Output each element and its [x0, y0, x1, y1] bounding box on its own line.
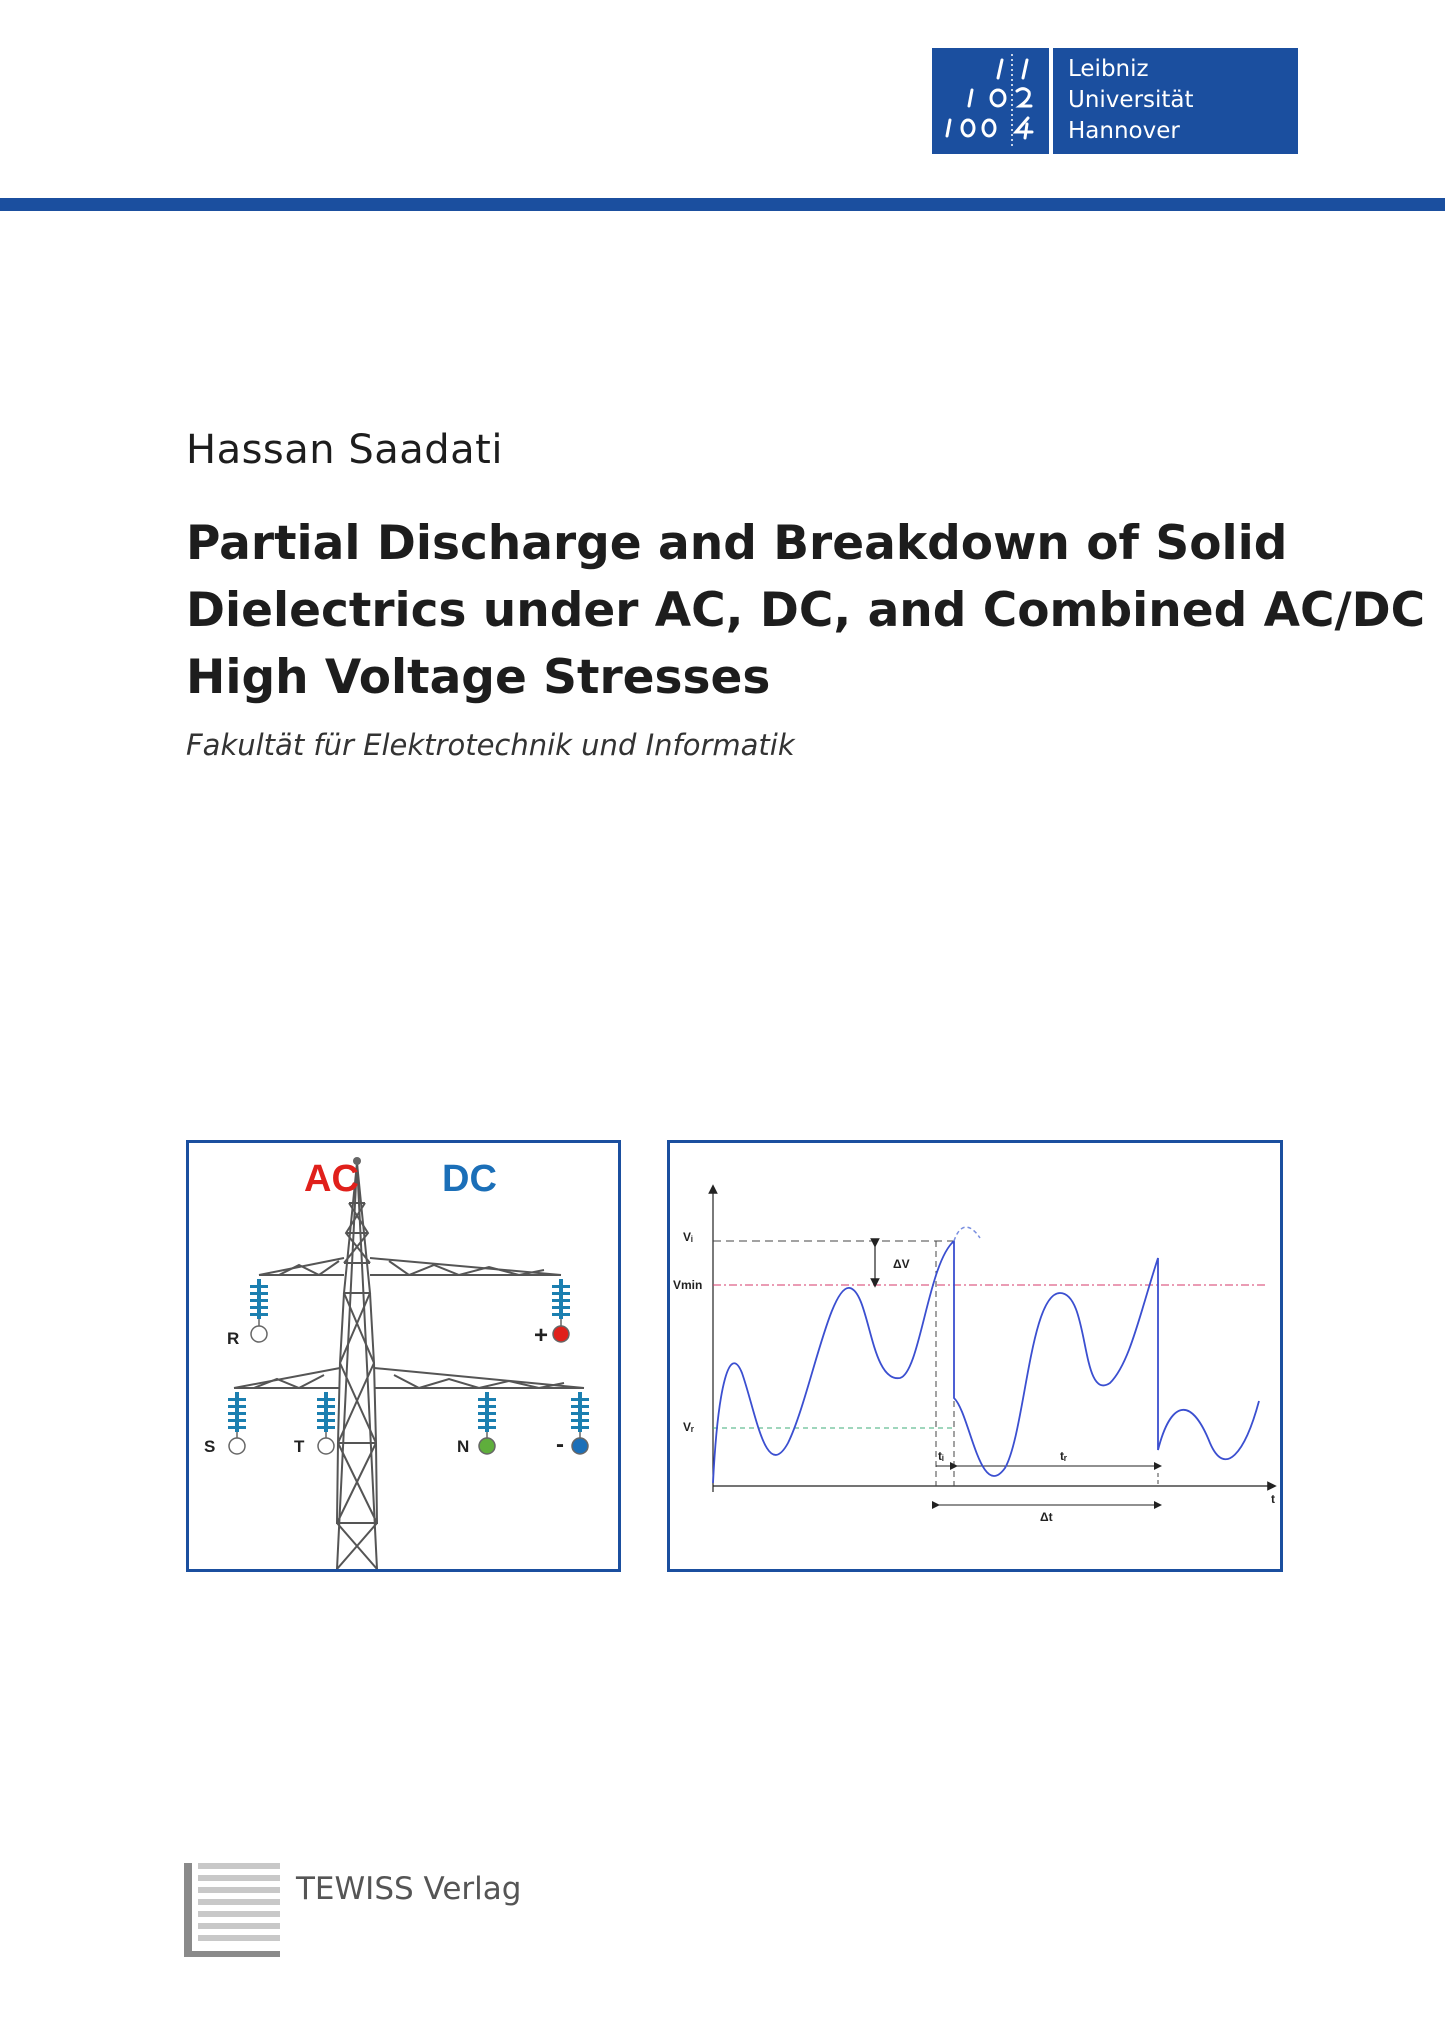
title-line-2: Dielectrics under AC, DC, and Combined AC/DC: [186, 583, 1426, 638]
phase-label-n: N: [457, 1437, 470, 1456]
waveform-figure: [667, 1140, 1283, 1572]
logo-line-2: Universität: [1068, 87, 1194, 113]
phase-label-minus: -: [556, 1431, 564, 1458]
title-line-3: High Voltage Stresses: [186, 650, 771, 705]
university-logo: [932, 48, 1298, 154]
logo-digits-graphic: [932, 48, 1049, 154]
conductor-s: [229, 1438, 245, 1454]
logo-mark: [932, 48, 1049, 154]
label-delta-t: Δt: [1040, 1510, 1053, 1524]
faculty-subtitle: Fakultät für Elektrotechnik und Informatik: [186, 728, 795, 762]
lower-insulators: [228, 1392, 589, 1432]
title-line-1: Partial Discharge and Breakdown of Solid: [186, 516, 1288, 571]
label-t-axis: t: [1271, 1492, 1275, 1506]
conductor-t: [318, 1438, 334, 1454]
label-vr: Vᵣ: [683, 1420, 695, 1434]
dc-label: DC: [442, 1158, 497, 1200]
author-name: Hassan Saadati: [186, 427, 503, 473]
label-delta-v: ΔV: [893, 1257, 910, 1271]
phase-label-t: T: [294, 1437, 305, 1456]
publisher-mark: [184, 1863, 284, 1963]
phase-label-plus: +: [534, 1322, 549, 1349]
conductor-n: [479, 1438, 495, 1454]
ac-label: AC: [304, 1158, 359, 1200]
conductor-r: [251, 1326, 267, 1342]
conductor-minus: [572, 1438, 588, 1454]
publisher-name: TEWISS Verlag: [296, 1871, 522, 1907]
phase-label-s: S: [204, 1437, 216, 1456]
phase-label-r: R: [227, 1329, 240, 1348]
tower-figure: [186, 1140, 621, 1572]
book-title: [186, 510, 1426, 711]
logo-line-1: Leibniz: [1068, 56, 1149, 82]
publisher-logo: [184, 1863, 522, 1963]
waveform-diagram: [670, 1143, 1280, 1569]
logo-line-3: Hannover: [1068, 118, 1180, 144]
conductor-plus: [553, 1326, 569, 1342]
tower-illustration: [189, 1143, 618, 1569]
upper-insulators: [250, 1279, 570, 1319]
label-ti: tᵢ: [938, 1449, 944, 1463]
logo-wordmark: [1049, 48, 1298, 154]
label-tr: tᵣ: [1060, 1449, 1068, 1463]
header-rule: [0, 198, 1445, 211]
waveform-curve: [713, 1241, 1259, 1483]
label-vi: Vᵢ: [683, 1230, 693, 1244]
label-vmin: Vmin: [673, 1278, 703, 1292]
